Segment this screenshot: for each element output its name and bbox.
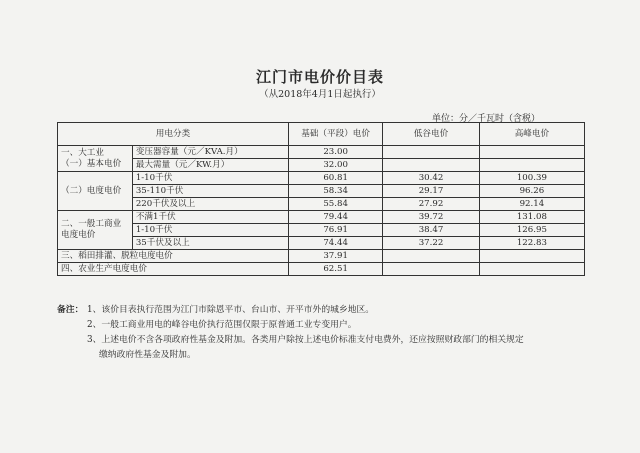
basic-price-cell — [58, 146, 133, 172]
table-row — [58, 172, 585, 185]
peak-price-value: 122.83 — [479, 237, 584, 250]
header-valley-price: 低谷电价 — [383, 123, 480, 146]
empty-cell — [479, 263, 584, 276]
peak-price-value: 126.95 — [479, 224, 584, 237]
table-row — [58, 263, 585, 276]
table-row — [58, 211, 585, 224]
table-row — [58, 237, 585, 250]
group-commercial-label: 二、一般工商业电度电价 — [58, 211, 133, 250]
peak-price-value: 96.26 — [479, 185, 584, 198]
voltage-label: 1-10千伏 — [132, 172, 288, 185]
base-price-value: 79.44 — [288, 211, 382, 224]
peak-price-value: 100.39 — [479, 172, 584, 185]
empty-cell — [383, 159, 480, 172]
notes-spacer — [57, 318, 87, 333]
valley-price-value: 27.92 — [383, 198, 480, 211]
table-row — [58, 185, 585, 198]
tariff-table — [57, 122, 585, 276]
unit-label: 单位：分／千瓦时（含税） — [431, 114, 540, 124]
valley-price-value: 29.17 — [383, 185, 480, 198]
base-price-value: 58.34 — [288, 185, 382, 198]
valley-price-value: 37.22 — [383, 237, 480, 250]
empty-cell — [479, 146, 584, 159]
irrigation-value: 37.91 — [288, 250, 382, 263]
peak-price-value: 131.08 — [479, 211, 584, 224]
table-header-row — [58, 123, 585, 146]
group-large-industry-label: 一、大工业 — [61, 147, 104, 158]
table-row — [58, 250, 585, 263]
notes-section — [57, 303, 597, 363]
base-price-value: 76.91 — [288, 224, 382, 237]
capacity-value: 23.00 — [288, 146, 382, 159]
base-price-value: 74.44 — [288, 237, 382, 250]
table-row — [58, 159, 585, 172]
notes-lead: 备注： — [57, 305, 84, 315]
table-row — [58, 146, 585, 159]
note-item: 3、上述电价不含各项政府性基金及附加。各类用户除按上述电价标准支付电费外，还应按照财政部门的相关规定 — [87, 335, 524, 345]
capacity-label: 变压器容量（元／KVA.月） — [132, 146, 288, 159]
basic-price-label: （一）基本电价 — [61, 158, 122, 169]
valley-price-value: 38.47 — [383, 224, 480, 237]
note-item: 2、一般工商业用电的峰谷电价执行范围仅限于原普通工业专变用户。 — [87, 320, 357, 330]
voltage-label: 35-110千伏 — [132, 185, 288, 198]
note-row — [57, 303, 597, 318]
agriculture-value: 62.51 — [288, 263, 382, 276]
header-peak-price: 高峰电价 — [479, 123, 584, 146]
voltage-label: 220千伏及以上 — [132, 198, 288, 211]
voltage-label: 35千伏及以上 — [132, 237, 288, 250]
irrigation-label: 三、稻田排灌、脱粒电度电价 — [58, 250, 289, 263]
table-row — [58, 224, 585, 237]
header-category: 用电分类 — [58, 123, 289, 146]
empty-cell — [479, 159, 584, 172]
notes-spacer — [57, 333, 87, 348]
demand-value: 32.00 — [288, 159, 382, 172]
base-price-value: 55.84 — [288, 198, 382, 211]
agriculture-label: 四、农业生产电度电价 — [58, 263, 289, 276]
header-base-price: 基础（平段）电价 — [288, 123, 382, 146]
note-row — [57, 318, 597, 333]
document-subtitle: （从2018年4月1日起执行） — [259, 89, 381, 100]
valley-price-value: 30.42 — [383, 172, 480, 185]
note-item: 1、该价目表执行范围为江门市除恩平市、台山市、开平市外的城乡地区。 — [87, 305, 375, 315]
peak-price-value: 92.14 — [479, 198, 584, 211]
note-row — [57, 333, 597, 348]
empty-cell — [383, 250, 480, 263]
empty-cell — [479, 250, 584, 263]
voltage-label: 1-10千伏 — [132, 224, 288, 237]
energy-price-label: （二）电度电价 — [58, 172, 133, 211]
valley-price-value: 39.72 — [383, 211, 480, 224]
voltage-label: 不满1千伏 — [132, 211, 288, 224]
note-continuation: 缴纳政府性基金及附加。 — [99, 350, 196, 360]
table-row — [58, 198, 585, 211]
empty-cell — [383, 263, 480, 276]
document-title: 江门市电价价目表 — [255, 68, 384, 86]
empty-cell — [383, 146, 480, 159]
demand-label: 最大需量（元／KW.月） — [132, 159, 288, 172]
base-price-value: 60.81 — [288, 172, 382, 185]
